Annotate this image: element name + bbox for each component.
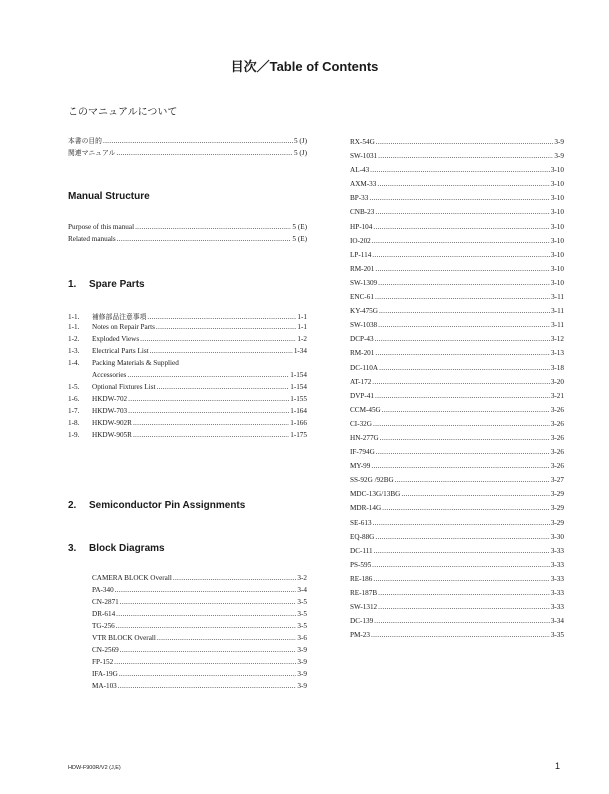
entry-page: 3-10 [550, 250, 564, 259]
page-title: 目次／Table of Contents [230, 59, 379, 74]
entry-title: DCP-43 [350, 335, 374, 344]
entry-page: 3-29 [550, 490, 564, 499]
toc-entry[interactable] [350, 166, 564, 180]
entry-page: 3-10 [550, 278, 564, 287]
entry-title: HKDW-905R [92, 431, 132, 439]
entry-page: 3-9 [297, 670, 307, 678]
toc-entry[interactable] [350, 448, 564, 462]
toc-entry[interactable] [68, 223, 307, 235]
entry-page: 3-10 [550, 208, 564, 217]
entry-title: Packing Materials & Supplied [92, 359, 179, 367]
toc-entry[interactable] [68, 135, 307, 147]
toc-entry[interactable] [350, 335, 564, 349]
jp-section-list [68, 135, 307, 159]
entry-title: HN-277G [350, 433, 379, 442]
entry-title: DVP-41 [350, 391, 374, 400]
semiconductor-heading[interactable] [68, 500, 245, 511]
entry-title: 関連マニュアル [68, 149, 116, 157]
entry-title: PM-23 [350, 631, 370, 640]
entry-number: 1-9. [68, 431, 80, 439]
entry-page: 3-9 [297, 646, 307, 654]
entry-page: 3-10 [550, 236, 564, 245]
spare-parts-heading [68, 279, 145, 290]
entry-title: DC-111 [350, 546, 373, 555]
entry-title: DC-139 [350, 617, 374, 626]
manual-structure-list [68, 223, 307, 247]
entry-page: 3-33 [550, 546, 564, 555]
toc-entry[interactable] [68, 323, 307, 335]
entry-page: 3-10 [550, 194, 564, 203]
entry-page: 3-5 [297, 598, 307, 606]
entry-title: SE-613 [350, 518, 372, 527]
entry-page: 3-9 [297, 682, 307, 690]
section-title: Semiconductor Pin Assignments [89, 500, 246, 511]
toc-entry[interactable] [350, 589, 564, 603]
entry-number: 1-8. [68, 419, 80, 427]
entry-title: MA-103 [92, 682, 117, 690]
entry-title: CI-32G [350, 419, 372, 428]
entry-number: 1-1. [68, 313, 80, 321]
entry-page: 3-26 [550, 448, 564, 457]
entry-title: 補修部品注意事項 [92, 313, 147, 321]
toc-entry[interactable] [68, 395, 307, 407]
entry-title: Related manuals [68, 235, 116, 243]
entry-page: 1-166 [290, 419, 307, 427]
entry-page: 1-1 [297, 323, 307, 331]
toc-entry[interactable] [350, 138, 564, 152]
entry-page: 3-10 [550, 166, 564, 175]
entry-number: 1-5. [68, 383, 80, 391]
entry-page: 1-1 [297, 313, 307, 321]
toc-entry[interactable] [68, 311, 307, 323]
entry-title: KY-475G [350, 307, 378, 316]
entry-title: Exploded Views [92, 335, 140, 343]
toc-entry[interactable] [350, 152, 564, 166]
entry-page: 3-26 [550, 462, 564, 471]
entry-title: RM-201 [350, 264, 375, 273]
toc-entry[interactable] [68, 147, 307, 159]
entry-page: 3-2 [297, 574, 307, 582]
entry-title: RE-187B [350, 589, 378, 597]
entry-title: Accessories [92, 371, 127, 379]
entry-title: MY-99 [350, 462, 371, 471]
toc-entry[interactable] [350, 364, 564, 378]
section-title: Block Diagrams [89, 543, 165, 554]
manual-structure-heading: Manual Structure [68, 191, 150, 202]
jp-section-heading: このマニュアルについて [68, 107, 178, 118]
entry-title: VTR BLOCK Overall [92, 634, 156, 642]
entry-title: CAMERA BLOCK Overall [92, 574, 172, 582]
right-column-list [350, 138, 564, 645]
toc-entry[interactable] [350, 617, 564, 631]
entry-title: EQ-88G [350, 532, 375, 541]
toc-entry[interactable] [68, 419, 307, 431]
toc-entry[interactable] [68, 359, 307, 371]
entry-page: 3-10 [550, 264, 564, 273]
entry-page: 3-26 [550, 419, 564, 428]
section-title: Spare Parts [89, 279, 145, 290]
entry-page: 3-11 [551, 321, 564, 330]
entry-title: 本書の目的 [68, 137, 102, 145]
toc-entry[interactable] [350, 547, 564, 561]
entry-title: SW-1038 [350, 321, 378, 330]
toc-entry[interactable] [350, 434, 564, 448]
entry-page: 3-35 [550, 631, 564, 640]
footer-page-number: 1 [555, 761, 561, 771]
entry-title: RM-201 [350, 349, 375, 358]
entry-title: Notes on Repair Parts [92, 323, 155, 331]
toc-entry[interactable] [92, 586, 307, 598]
entry-title: PS-595 [350, 560, 372, 569]
entry-number: 1-2. [68, 335, 80, 343]
entry-page: 1-154 [290, 371, 307, 379]
entry-page: 3-4 [297, 586, 307, 594]
entry-title: ENC-61 [350, 293, 374, 302]
toc-entry[interactable] [350, 194, 564, 208]
section-number: 2. [68, 500, 77, 511]
entry-title: HKDW-702 [92, 395, 128, 403]
entry-title: Electrical Parts List [92, 347, 149, 355]
toc-entry[interactable] [68, 407, 307, 419]
entry-title: RE-186 [350, 574, 373, 583]
toc-entry[interactable] [350, 406, 564, 420]
entry-page: 1-154 [290, 383, 307, 391]
toc-entry[interactable] [350, 519, 564, 533]
entry-number: 1-4. [68, 359, 80, 367]
toc-entry[interactable] [350, 293, 564, 307]
entry-page: 3-34 [550, 617, 564, 626]
entry-page: 5 (J) [294, 149, 307, 157]
toc-entry[interactable] [350, 420, 564, 434]
entry-page: 3-29 [550, 518, 564, 527]
entry-title: TG-256 [92, 622, 115, 630]
entry-number: 1-3. [68, 347, 80, 355]
entry-number: 1-6. [68, 395, 80, 403]
toc-entry[interactable] [350, 575, 564, 589]
entry-title: AXM-33 [350, 180, 377, 189]
entry-title: SW-1309 [350, 278, 378, 287]
toc-entry[interactable] [350, 265, 564, 279]
entry-page: 1-34 [293, 347, 307, 355]
block-diagrams-list [92, 574, 307, 694]
toc-entry[interactable] [350, 462, 564, 476]
entry-page: 3-11 [551, 293, 564, 302]
toc-entry[interactable] [92, 670, 307, 682]
toc-entry[interactable] [350, 561, 564, 575]
toc-entry[interactable] [92, 598, 307, 610]
entry-page: 3-10 [550, 180, 564, 189]
toc-entry[interactable] [350, 251, 564, 265]
toc-entry[interactable] [92, 634, 307, 646]
toc-entry[interactable] [92, 622, 307, 634]
toc-entry[interactable] [350, 349, 564, 363]
entry-page: 3-29 [550, 504, 564, 513]
entry-title: CNB-23 [350, 208, 375, 217]
entry-title: MDR-14G [350, 504, 382, 513]
entry-title: HKDW-902R [92, 419, 132, 427]
entry-title: CCM-45G [350, 405, 381, 414]
entry-title: MDC-13G/13BG [350, 490, 401, 499]
entry-page: 3-20 [550, 377, 564, 386]
entry-page: 3-26 [550, 433, 564, 442]
entry-title: LP-114 [350, 250, 372, 259]
entry-page: 3-5 [297, 622, 307, 630]
section-number: 1. [68, 279, 77, 290]
toc-entry[interactable] [350, 378, 564, 392]
entry-title: IF-794G [350, 448, 375, 457]
entry-title: CN-2569 [92, 646, 119, 654]
entry-title: HP-104 [350, 222, 373, 231]
entry-title: PA-340 [92, 586, 114, 594]
toc-entry[interactable] [92, 658, 307, 670]
entry-page: 5 (E) [292, 235, 307, 243]
entry-title: AL-43 [350, 166, 370, 175]
toc-entry[interactable] [68, 371, 307, 383]
toc-entry[interactable] [350, 237, 564, 251]
entry-title: RX-54G [350, 138, 375, 146]
entry-page: 3-30 [550, 532, 564, 541]
entry-page: 3-5 [297, 610, 307, 618]
toc-entry[interactable] [350, 223, 564, 237]
toc-entry[interactable] [350, 504, 564, 518]
toc-entry[interactable] [350, 533, 564, 547]
toc-entry[interactable] [68, 235, 307, 247]
entry-page: 1-2 [297, 335, 307, 343]
entry-title: AT-172 [350, 377, 372, 386]
entry-page: 3-26 [550, 405, 564, 414]
toc-entry[interactable] [92, 610, 307, 622]
toc-entry[interactable] [92, 574, 307, 586]
entry-page: 3-33 [550, 574, 564, 583]
toc-entry[interactable] [350, 631, 564, 645]
spare-parts-list [68, 311, 307, 443]
toc-entry[interactable] [350, 392, 564, 406]
entry-title: IFA-19G [92, 670, 118, 678]
entry-page: 1-175 [290, 431, 307, 439]
entry-page: 3-9 [554, 138, 564, 146]
entry-number: 1-7. [68, 407, 80, 415]
entry-page: 3-6 [297, 634, 307, 642]
entry-page: 3-9 [554, 152, 564, 161]
toc-entry[interactable] [68, 347, 307, 359]
entry-page: 3-27 [550, 476, 564, 485]
toc-entry[interactable] [350, 321, 564, 335]
entry-page: 1-155 [290, 395, 307, 403]
entry-page: 3-33 [550, 589, 564, 597]
entry-title: Optional Fixtures List [92, 383, 156, 391]
toc-entry[interactable] [68, 335, 307, 347]
entry-page: 5 (J) [294, 137, 307, 145]
entry-page: 1-164 [290, 407, 307, 415]
entry-page: 3-9 [297, 658, 307, 666]
entry-page: 3-21 [550, 391, 564, 400]
toc-entry[interactable] [350, 476, 564, 490]
toc-entry[interactable] [350, 603, 564, 617]
entry-page: 3-12 [550, 335, 564, 344]
toc-entry[interactable] [350, 279, 564, 293]
toc-entry[interactable] [68, 431, 307, 443]
entry-page: 3-18 [550, 363, 564, 372]
toc-entry[interactable] [350, 208, 564, 222]
entry-title: HKDW-703 [92, 407, 128, 415]
toc-entry[interactable] [92, 646, 307, 658]
toc-entry[interactable] [68, 383, 307, 395]
entry-page: 5 (E) [292, 223, 307, 231]
toc-entry[interactable] [350, 307, 564, 321]
entry-page: 3-10 [550, 222, 564, 231]
entry-title: SW-1312 [350, 603, 378, 612]
toc-entry[interactable] [350, 180, 564, 194]
entry-title: FP-152 [92, 658, 114, 666]
entry-page: 3-13 [550, 349, 564, 358]
entry-title: DC-110A [350, 363, 379, 372]
entry-title: IO-202 [350, 236, 371, 245]
entry-number: 1-1. [68, 323, 80, 331]
entry-page: 3-33 [550, 560, 564, 569]
entry-title: SW-1031 [350, 152, 378, 161]
footer-model: HDW-F900R/V2 (J,E) [68, 765, 121, 771]
entry-title: DR-614 [92, 610, 116, 618]
entry-title: CN-2871 [92, 598, 119, 606]
section-number: 3. [68, 543, 77, 554]
toc-entry[interactable] [92, 682, 307, 694]
block-diagrams-heading [68, 543, 165, 554]
entry-title: SS-92G /92BG [350, 476, 394, 485]
entry-page: 3-33 [550, 603, 564, 612]
toc-entry[interactable] [350, 490, 564, 504]
entry-title: Purpose of this manual [68, 223, 135, 231]
entry-title: BP-33 [350, 194, 369, 203]
entry-page: 3-11 [551, 307, 564, 316]
